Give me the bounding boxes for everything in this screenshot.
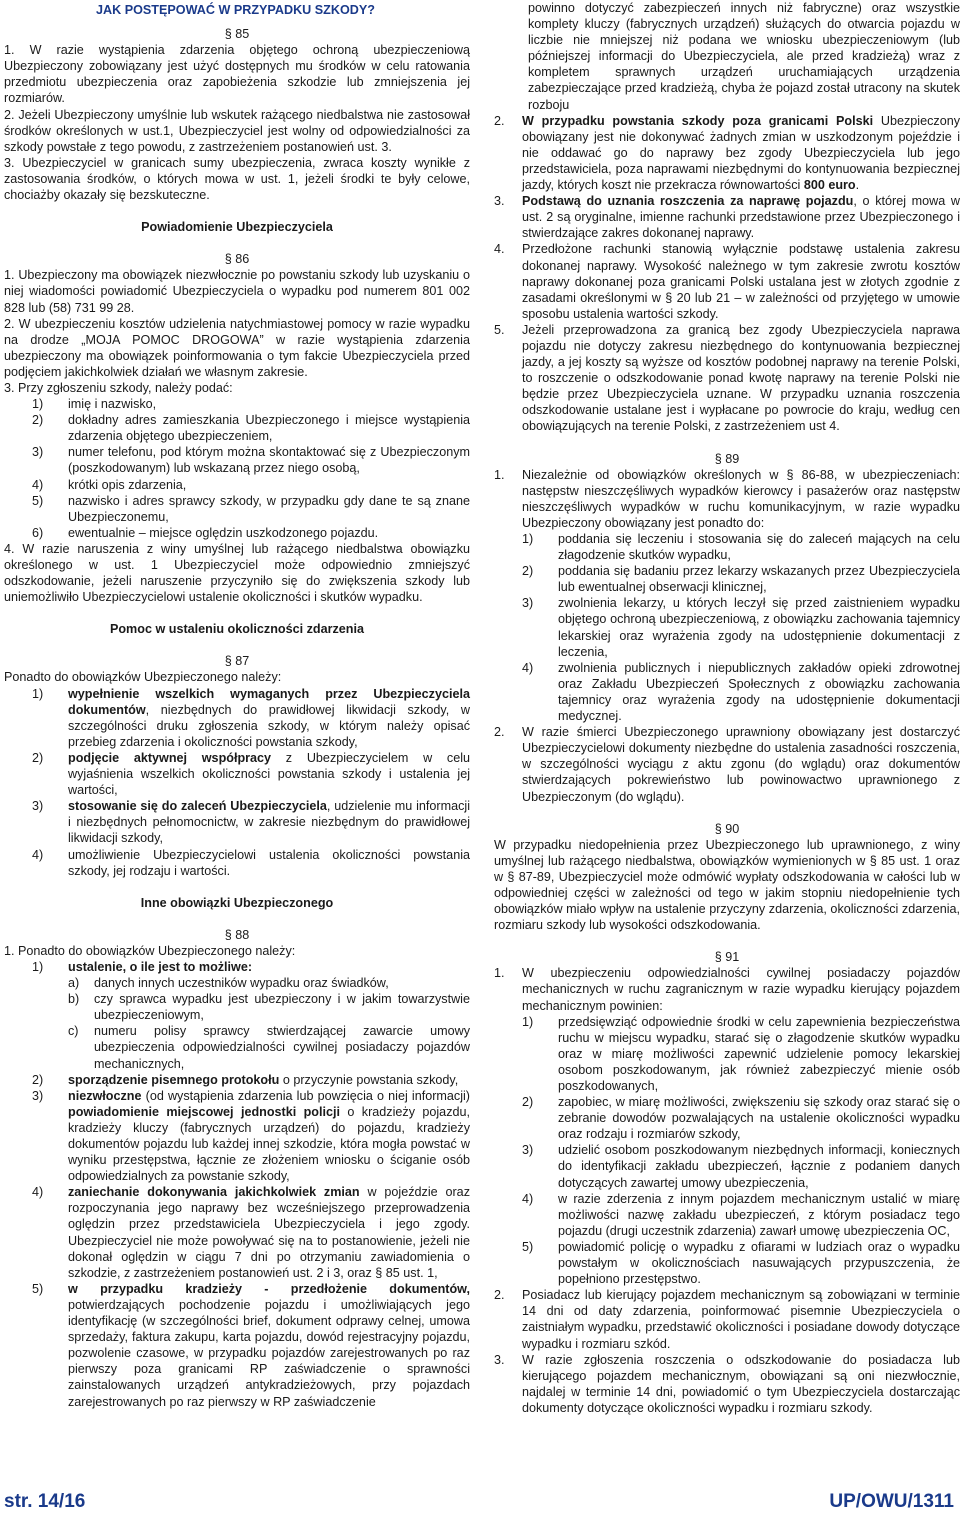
paragraph-87-number: § 87 [224, 654, 250, 669]
page-number: str. 14/16 [4, 1491, 86, 1512]
section-title: JAK POSTĘPOWAĆ W PRZYPADKU SZKODY? [96, 3, 375, 17]
list-item: 4) umożliwienie Ubezpieczycielowi ustalenia okoliczności powstania szkody, jej rodzaju i wartości. [32, 847, 470, 878]
list-item: 1) poddania się leczeniu i stosowania się do zaleceń mających na celu złagodzenie skutków wypadku, [522, 532, 960, 563]
list-item: c) numeru polisy sprawcy stwierdzającej zawarcie umowy ubezpieczenia odpowiedzialności cywilnej posiadaczy pojazdów mechanicznych, [68, 1024, 470, 1071]
paragraph-89 [494, 467, 960, 805]
right-column [494, 0, 960, 1416]
numbered-paragraph: 3. Podstawą do uznania roszczenia za naprawę pojazdu, o której mowa w ust. 2 są oryginalne, imienne rachunki przedstawione przez Ubezpieczonego i stwierdzające zakres dokonanej naprawy. [494, 194, 960, 241]
paragraph-91-number: § 91 [714, 950, 740, 965]
document-code: UP/OWU/1311 [829, 1491, 954, 1512]
list-item: 5) powiadomić policję o wypadku z ofiarami w ludziach oraz o wypadku powstałym w okolicznościach nasuwających przypuszczenia, że popełniono przestępstwo. [522, 1239, 960, 1287]
list-item: 2) sporządzenie pisemnego protokołu o przyczynie powstania szkody, [32, 1072, 459, 1087]
list-item: a) danych innych uczestników wypadku oraz świadków, [68, 976, 389, 991]
paragraph-86-2: 2. W ubezpieczeniu kosztów udzielenia natychmiastowej pomocy w razie wypadku na drodze „MOJA POMOC DROGOWA” w razie wystąpienia zdarzenia ubezpieczony ma obowiązek poinformowania o tym fakcie Ubezpieczyciela przed podjęciem jakichkolwiek działań we własnym zakresie. [4, 316, 470, 379]
numbered-paragraph: 2. W przypadku powstania szkody poza granicami Polski Ubezpieczony obowiązany jest nie dokonywać żadnych zmian w uszkodzonym pojeździe i nie oddawać go do naprawy bez zgody Ubezpieczyciela lub jego przedstawiciela, poza naprawami niezbędnymi do kontynuowania bezpiecznej jazdy, których koszt nie przekracza równowartości 800 euro. [494, 113, 960, 193]
page-footer [4, 1491, 956, 1524]
paragraph-91 [494, 965, 960, 1416]
numbered-paragraph: 3. W razie zgłoszenia roszczenia o odszkodowanie do posiadacza lub kierującego pojazdem mechanicznym, obowiązani są oni niezwłocznie, najdalej w terminie 14 dni, powiadomić o tym Ubezpieczyciela dostarczając dokumenty dotyczące okoliczności wypadku i rozmiaru szkody. [494, 1352, 960, 1415]
paragraph-89-number: § 89 [714, 451, 740, 466]
paragraph-85-2: 2. Jeżeli Ubezpieczony umyślnie lub wskutek rażącego niedbalstwa nie zastosował środków określonych w ust.1, Ubezpieczyciel jest wolny od odpowiedzialności za szkody powstałe z tego powodu, z zastrzeżeniem postanowień ust. 3. [4, 107, 470, 154]
list-item: 3) niezwłoczne (od wystąpienia zdarzenia lub powzięcia o niej informacji) powiadomienie miejscowej jednostki policji o kradzieży pojazdu, kradzieży kluczy (fabrycznych urządzeń) do pojazdu, kradzieży dokumentów pojazdu lub każdej innej szkodzie, która mogła powstać w wyniku przestępstwa, łącznie ze złożeniem wniosku o ściganie osób odpowiedzialnych za powstanie szkody, [32, 1088, 470, 1184]
numbered-paragraph: 1. Niezależnie od obowiązków określonych w § 86-88, w ubezpieczeniach: następstw nieszczęśliwych wypadków kierowcy i pasażerów oraz następstw nieszczęśliwych wypadków w ruchu komunikacyjnym, w razie wypadku Ubezpieczony obowiązany jest ponadto do: [494, 467, 960, 530]
list-item: 4) w razie zderzenia z innym pojazdem mechanicznym ustalić w miarę możliwości nazwę zakładu ubezpieczeń, z którym posiadacz tego pojazdu (drugi uczestnik zdarzenia) zawarł umowę ubezpieczenia OC, [522, 1191, 960, 1238]
paragraph-86-number: § 86 [224, 252, 250, 267]
paragraph-90-number: § 90 [714, 821, 740, 836]
paragraph-90-text: W przypadku niedopełnienia przez Ubezpieczonego lub uprawnionego, z winy umyślnej lub rażącego niedbalstwa, obowiązków wymienionych w § 85 ust. 1 oraz w § 87-89, Ubezpieczyciel może odmówić wypłaty odszkodowania w całości lub w odpowiedniej części w zależności od tego w jakim stopniu niedopełnienie tych obowiązków miało wpływ na ustalenie przyczyny zdarzenia, okoliczności zdarzenia, rozmiaru szkody lub wysokości odszkodowania. [494, 837, 960, 933]
list-item: 5) w przypadku kradzieży - przedłożenie dokumentów, potwierdzających pochodzenie pojazdu i umożliwiających jego identyfikację (w szczególności brief, dokument odprawy celnej, umowa sprzedaży, faktura zakupu, karta pojazdu, dowód rejestracyjny pojazdu, pozwolenie czasowe, w przypadku pojazdów zarejestrowanych po raz pierwszy poza granicami RP zaświadczenie o sprawności zainstalowanych urządzeń antykradzieżowych, przy pojazdach zarejestrowanych po raz pierwszy w RP zaświadczenie [32, 1281, 470, 1409]
left-column [4, 0, 470, 1410]
heading-inne: Inne obowiązki Ubezpieczonego [140, 895, 334, 910]
paragraph-86-3-list [4, 396, 470, 541]
paragraph-85-3: 3. Ubezpieczyciel w granicach sumy ubezpieczenia, zwraca koszty wynikłe z zastosowania środków, o których mowa w ust. 1, jeżeli środki te były celowe, chociażby okazały się bezskuteczne. [4, 155, 470, 203]
paragraph-88-1-sublist [4, 975, 470, 1072]
paragraph-88-intro: 1. Ponadto do obowiązków Ubezpieczonego należy: [4, 943, 296, 958]
paragraph-88-continued [494, 113, 960, 435]
list-item: 3) stosowanie się do zaleceń Ubezpieczyciela, udzielenie mu informacji i niezbędnych pełnomocnictw, w zakresie niezbędnym do prawidłowej likwidacji szkody, [32, 799, 470, 846]
heading-powiadomienie: Powiadomienie Ubezpieczyciela [141, 220, 333, 235]
continued-text: powinno dotyczyć zabezpieczeń innych niż fabryczne) oraz wszystkie komplety kluczy (fabrycznych urządzeń) służących do otwarcia pojazdu w liczbie nie mniejszej niż podana we wniosku ubezpieczeniowym (lub późniejszej informacji do Ubezpieczyciela, ale przed kradzieżą) wraz z kompletem sprawnych urządzeń uruchamiających urządzenia zabezpieczające przed kradzieżą, chyba że pojazd został utracony na skutek rozboju [528, 1, 960, 112]
paragraph-87-list [4, 686, 470, 879]
paragraph-87-intro: Ponadto do obowiązków Ubezpieczonego należy: [4, 670, 282, 685]
list-item: 5) nazwisko i adres sprawcy szkody, w przypadku gdy dane te są znane Ubezpieczonemu, [32, 493, 470, 524]
heading-pomoc: Pomoc w ustaleniu okoliczności zdarzenia [109, 622, 365, 637]
list-item: 1) wypełnienie wszelkich wymaganych przez Ubezpieczyciela dokumentów, niezbędnych do prawidłowej likwidacji szkody, w szczególności druku zgłoszenia szkody, w którym należy opisać przebieg zdarzenia i okoliczności powstania szkody, [32, 686, 470, 749]
list-item: 2) zapobiec, w miarę możliwości, zwiększeniu się szkody oraz starać się o zebranie dowodów pozwalających na ustalenie okoliczności wypadku oraz rodzaju i rozmiarów szkody, [522, 1095, 960, 1142]
list-item: 2) podjęcie aktywnej współpracy z Ubezpieczycielem w celu wyjaśnienia wszelkich okoliczności powstania szkody i ustalenia jej wartości, [32, 750, 470, 798]
list-item: 2) dokładny adres zamieszkania Ubezpieczonego i miejsce wystąpienia zdarzenia objętego ubezpieczeniem, [32, 413, 470, 444]
numbered-paragraph: 1. W ubezpieczeniu odpowiedzialności cywilnej posiadaczy pojazdów mechanicznych w ruchu zagranicznym w razie wypadku kierujący pojazdem mechanicznym powinien: [494, 966, 960, 1013]
list-item: 1) przedsięwziąć odpowiednie środki w celu zapewnienia bezpieczeństwa ruchu w miejscu wypadku, starać się o złagodzenie skutków wypadku oraz w miarę możliwości zapewnić udzielenie pomocy lekarskiej osobom poszkodowanym, jak również zabezpieczyć mienie osób poszkodowanych, [522, 1014, 960, 1093]
paragraph-85-number: § 85 [224, 27, 250, 42]
list-item: 3) zwolnienia lekarzy, u których leczył się przed zaistnieniem wypadku objętego ochroną ubezpieczeniową, z obowiązku zachowania tajemnicy lekarskiej oraz wyrażenia zgody na udostępnienie dokumentacji z leczenia, [522, 596, 960, 659]
paragraph-88-list [4, 1072, 470, 1410]
list-item: 4) krótki opis zdarzenia, [32, 477, 187, 492]
list-item: 6) ewentualnie – miejsce oględzin uszkodzonego pojazdu. [32, 525, 379, 540]
paragraph-85-1: 1. W razie wystąpienia zdarzenia objętego ochroną ubezpieczeniową Ubezpieczony zobowiązany jest użyć dostępnych mu środków w celu ratowania przedmiotu ubezpieczenia oraz zapobieżenia szkodzie lub zmniejszenia jej rozmiarów. [4, 43, 470, 106]
list-item: 3) numer telefonu, pod którym można skontaktować się z Ubezpieczonym (poszkodowanym) lub wskazaną przez niego osobą, [32, 445, 470, 476]
paragraph-86-4: 4. W razie naruszenia z winy umyślnej lub rażącego niedbalstwa obowiązku określonego w ust. 1 Ubezpieczyciel może odpowiednio zmniejszyć odszkodowanie, jeżeli naruszenie przyczyniło się do zwiększenia szkody lub uniemożliwiło Ubezpieczycielowi ustalenie okoliczności i skutków wypadku. [4, 541, 470, 605]
paragraph-88-1-item: 1) ustalenie, o ile jest to możliwe: [32, 959, 253, 974]
numbered-paragraph: 2. Posiadacz lub kierujący pojazdem mechanicznym są zobowiązani w terminie 14 dni od daty zdarzenia, poinformować pisemnie Ubezpieczyciela o zaistniałym wypadku, przedstawić okoliczności i posiadane dowody dotyczące wypadku i rozmiaru szkód. [494, 1288, 960, 1351]
list-item: 1) imię i nazwisko, [32, 397, 157, 412]
numbered-paragraph: 2. W razie śmierci Ubezpieczonego uprawniony obowiązany jest dostarczyć Ubezpieczycielowi dokumenty niezbędne do ustalenia zasadności roszczenia, w szczególności wyciągu z aktu zgonu (do wglądu) oraz dokumentów stwierdzających pokrewieństwo lub powinowactwo uprawnionego z Ubezpieczonym (do wglądu). [494, 725, 960, 804]
paragraph-86-3: 3. Przy zgłoszeniu szkody, należy podać: [4, 380, 233, 395]
list-item: 4) zwolnienia publicznych i niepublicznych zakładów opieki zdrowotnej oraz Zakładu Ubezpieczeń Społecznych z obowiązku zachowania tajemnicy oraz wyrażenia zgody na udostępnienie dokumentacji medycznej. [522, 660, 960, 724]
list-item: b) czy sprawca wypadku jest ubezpieczony i w jakim towarzystwie ubezpieczeniowym, [68, 992, 470, 1023]
list-item: 2) poddania się badaniu przez lekarzy wskazanych przez Ubezpieczyciela lub ewentualnej obserwacji klinicznej, [522, 564, 960, 595]
list-item: 4) zaniechanie dokonywania jakichkolwiek zmian w pojeździe oraz rozpoczynania jego naprawy bez wcześniejszego przeprowadzenia oględzin przez przedstawiciela Ubezpieczyciela i jego zgody. Ubezpieczyciel nie może powoływać się na to postanowienie, jeżeli nie dokonał oględzin w ciągu 7 dni po otrzymaniu zawiadomienia o szkodzie, z zastrzeżeniem postanowień ust. 2 i 3, oraz § 85 ust. 1, [32, 1185, 470, 1280]
numbered-paragraph: 4. Przedłożone rachunki stanowią wyłącznie podstawę ustalenia zakresu dokonanej naprawy. Wysokość należnego w tym zakresie zwrotu kosztów naprawy dokonanej poza granicami Polski ustalana jest w złotych zgodnie z zasadami określonymi w § 20 lub 21 – w zależności od przyjętego w umowie sposobu ustalenia wartości szkody. [494, 242, 960, 321]
paragraph-86-1: 1. Ubezpieczony ma obowiązek niezwłocznie po powstaniu szkody lub uzyskaniu o niej wiadomości powiadomić Ubezpieczyciela o wypadku pod numerem 801 002 828 lub (58) 731 99 28. [4, 268, 470, 315]
numbered-paragraph: 5. Jeżeli przeprowadzona za granicą bez zgody Ubezpieczyciela naprawa pojazdu nie dotyczy zakresu niezbędnego do kontynuowania bezpiecznej jazdy, a jej koszty są wyższe od kosztów podobnej naprawy na terenie Polski, to roszczenie o odszkodowanie ponad kwotę naprawy na terenie Polski nie będzie przez Ubezpieczyciela uznane. W przypadku uznania roszczenia odszkodowanie ustalane jest i wypłacane po powrocie do kraju, według cen obowiązujących na terenie Polski, z zastrzeżeniem ust 4. [494, 322, 960, 434]
list-item: 3) udzielić osobom poszkodowanym niezbędnych informacji, koniecznych do identyfikacji zakładu ubezpieczeń, łącznie z podaniem danych dotyczących zawartej umowy ubezpieczenia, [522, 1143, 960, 1190]
paragraph-88-number: § 88 [224, 927, 250, 942]
